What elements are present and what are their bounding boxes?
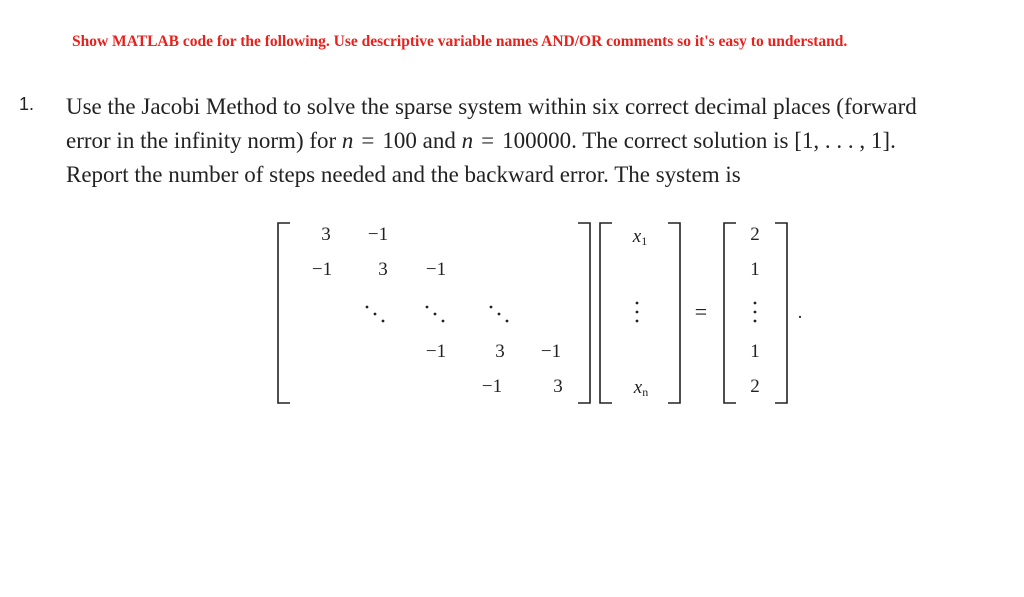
x-vector-last bbox=[621, 377, 661, 403]
x-vector-right-bracket bbox=[666, 222, 682, 404]
trailing-period: . bbox=[797, 302, 803, 323]
n-value-large: 100000 bbox=[502, 128, 572, 153]
x-sub-first: 1 bbox=[641, 234, 648, 248]
problem-line-2 bbox=[66, 124, 1006, 158]
n-value-small: 100 bbox=[382, 128, 417, 153]
equals-sign-2: = bbox=[481, 128, 495, 153]
problem-line-1: Use the Jacobi Method to solve the sparse system within six correct decimal places (forward bbox=[66, 94, 917, 119]
x-vector-first bbox=[620, 226, 660, 252]
diagonal-dots-3 bbox=[488, 304, 512, 326]
matrix-cell-4-2: 3 bbox=[495, 341, 505, 362]
matrix-cell-2-2: 3 bbox=[378, 259, 388, 280]
matrix-cell-4-1: −1 bbox=[425, 341, 447, 362]
b-vector-first: 2 bbox=[750, 224, 760, 245]
line2-prefix: error in the infinity norm) for bbox=[66, 128, 337, 153]
b-vector-vdots bbox=[752, 300, 758, 326]
x-sub-last: n bbox=[642, 385, 649, 399]
x-var-first: x bbox=[632, 226, 642, 247]
b-vector-fourth: 1 bbox=[750, 341, 760, 362]
instruction-text: Show MATLAB code for the following. Use descriptive variable names AND/OR comments so it's easy to understand. bbox=[72, 33, 848, 50]
b-vector-second: 1 bbox=[750, 259, 760, 280]
x-vector-left-bracket bbox=[598, 222, 614, 404]
matrix-cell-2-3: −1 bbox=[425, 259, 447, 280]
matrix-left-bracket bbox=[276, 222, 292, 404]
diagonal-dots-1 bbox=[364, 304, 388, 326]
and-word: and bbox=[422, 128, 456, 153]
diagonal-dots-2 bbox=[424, 304, 448, 326]
matrix-cell-5-2: 3 bbox=[553, 376, 563, 397]
equals-sign: = bbox=[361, 128, 375, 153]
matrix-cell-1-2: −1 bbox=[367, 224, 389, 245]
b-vector-last: 2 bbox=[750, 376, 760, 397]
line2-suffix: . The correct solution is [1, . . . , 1]. bbox=[571, 128, 896, 153]
matrix-cell-2-1: −1 bbox=[311, 259, 333, 280]
n-symbol: n bbox=[341, 128, 354, 153]
matrix-cell-5-1: −1 bbox=[481, 376, 503, 397]
problem-line-3: Report the number of steps needed and the backward error. The system is bbox=[66, 162, 741, 187]
n-symbol-2: n bbox=[461, 128, 474, 153]
problem-number: 1. bbox=[19, 94, 35, 114]
matrix-equals-sign: = bbox=[694, 299, 708, 324]
matrix-right-bracket bbox=[576, 222, 592, 404]
matrix-cell-1-1: 3 bbox=[321, 224, 331, 245]
matrix-cell-4-3: −1 bbox=[540, 341, 562, 362]
x-var-last: x bbox=[633, 377, 643, 398]
x-vector-vdots bbox=[634, 300, 640, 326]
problem-statement bbox=[66, 90, 1006, 192]
